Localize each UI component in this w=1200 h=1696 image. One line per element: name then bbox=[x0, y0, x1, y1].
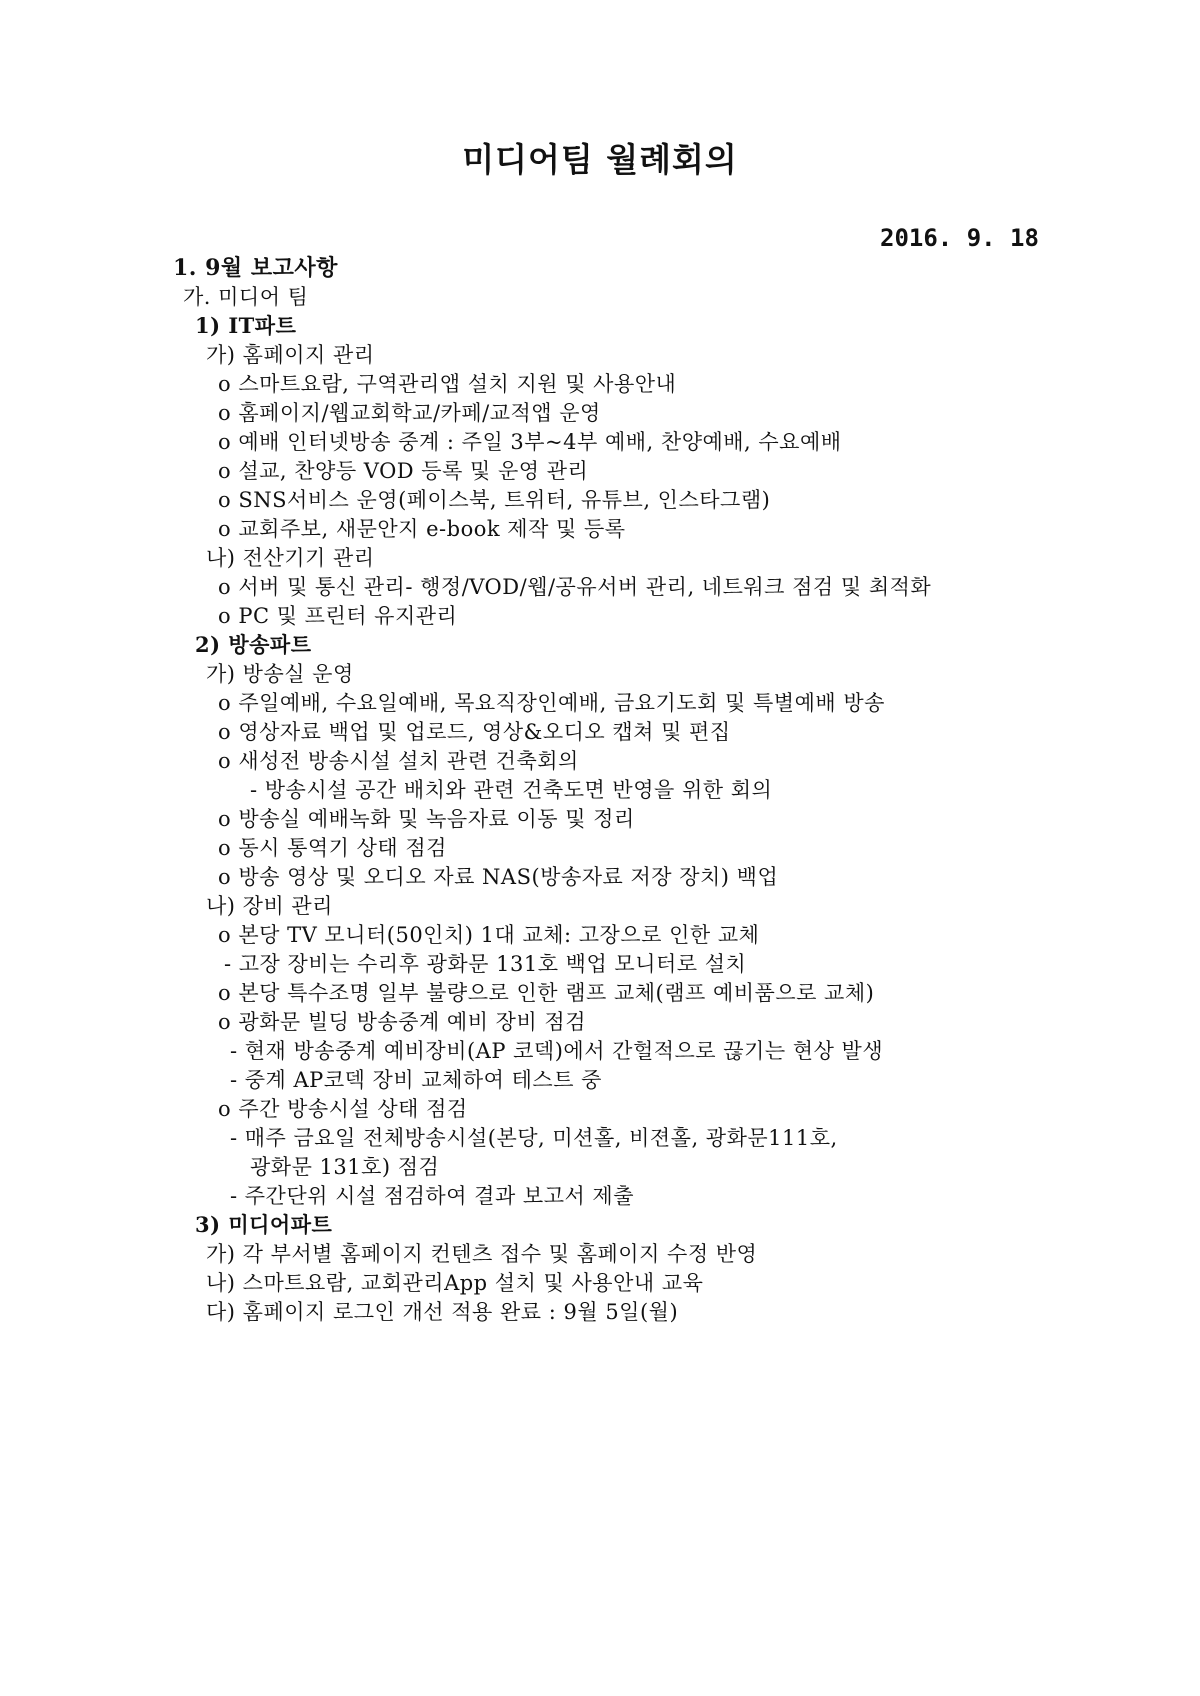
document-date: 2016. 9. 18 bbox=[880, 224, 1039, 252]
list-item: o 주간 방송시설 상태 점검 bbox=[218, 1097, 468, 1121]
list-item: o 광화문 빌딩 방송중계 예비 장비 점검 bbox=[218, 1010, 586, 1034]
part-heading-it: 1) IT파트 bbox=[195, 313, 297, 338]
list-subitem: - 현재 방송중계 예비장비(AP 코덱)에서 간헐적으로 끊기는 현상 발생 bbox=[230, 1039, 884, 1063]
subheading: 나) 전산기기 관리 bbox=[206, 546, 375, 570]
list-item: o 서버 및 통신 관리- 행정/VOD/웹/공유서버 관리, 네트워크 점검 및 최적화 bbox=[218, 575, 932, 599]
list-subitem: - 방송시설 공간 배치와 관련 건축도면 반영을 위한 회의 bbox=[250, 778, 773, 802]
list-item: o 홈페이지/웹교회학교/카페/교적앱 운영 bbox=[218, 401, 601, 425]
list-item: o 본당 TV 모니터(50인치) 1대 교체: 고장으로 인한 교체 bbox=[218, 923, 760, 947]
list-item: o 영상자료 백업 및 업로드, 영상&오디오 캡쳐 및 편집 bbox=[218, 720, 731, 744]
list-item: o 예배 인터넷방송 중계 : 주일 3부~4부 예배, 찬양예배, 수요예배 bbox=[218, 430, 842, 454]
list-subitem: - 매주 금요일 전체방송시설(본당, 미션홀, 비젼홀, 광화문111호, bbox=[230, 1126, 838, 1150]
list-subitem-continuation: 광화문 131호) 점검 bbox=[250, 1155, 440, 1179]
part-heading-media: 3) 미디어파트 bbox=[195, 1212, 333, 1237]
part-heading-broadcast: 2) 방송파트 bbox=[195, 632, 312, 657]
list-subitem: - 주간단위 시설 점검하여 결과 보고서 제출 bbox=[230, 1184, 635, 1208]
list-item: o 동시 통역기 상태 점검 bbox=[218, 836, 447, 860]
list-item: o PC 및 프린터 유지관리 bbox=[218, 604, 458, 628]
subheading: 나) 스마트요람, 교회관리App 설치 및 사용안내 교육 bbox=[206, 1271, 704, 1295]
list-subitem: - 중계 AP코덱 장비 교체하여 테스트 중 bbox=[230, 1068, 602, 1092]
list-item: o SNS서비스 운영(페이스북, 트위터, 유튜브, 인스타그램) bbox=[218, 488, 771, 512]
section-heading-report: 1. 9월 보고사항 bbox=[173, 255, 338, 281]
list-item: o 방송실 예배녹화 및 녹음자료 이동 및 정리 bbox=[218, 807, 635, 831]
list-subitem: - 고장 장비는 수리후 광화문 131호 백업 모니터로 설치 bbox=[224, 952, 747, 976]
list-item: o 설교, 찬양등 VOD 등록 및 운영 관리 bbox=[218, 459, 589, 483]
list-item: o 방송 영상 및 오디오 자료 NAS(방송자료 저장 장치) 백업 bbox=[218, 865, 779, 889]
team-heading: 가. 미디어 팀 bbox=[183, 285, 309, 309]
list-item: o 스마트요람, 구역관리앱 설치 지원 및 사용안내 bbox=[218, 372, 677, 396]
list-item: o 교회주보, 새문안지 e-book 제작 및 등록 bbox=[218, 517, 626, 541]
list-item: o 본당 특수조명 일부 불량으로 인한 램프 교체(램프 예비품으로 교체) bbox=[218, 981, 875, 1005]
list-item: o 새성전 방송시설 설치 관련 건축회의 bbox=[218, 749, 579, 773]
subheading: 나) 장비 관리 bbox=[206, 894, 333, 918]
list-item: o 주일예배, 수요일예배, 목요직장인예배, 금요기도회 및 특별예배 방송 bbox=[218, 691, 885, 715]
subheading: 가) 홈페이지 관리 bbox=[206, 343, 375, 367]
page-title: 미디어팀 월례회의 bbox=[462, 140, 738, 179]
subheading: 가) 방송실 운영 bbox=[206, 662, 354, 686]
subheading: 다) 홈페이지 로그인 개선 적용 완료 : 9월 5일(월) bbox=[206, 1300, 679, 1324]
subheading: 가) 각 부서별 홈페이지 컨텐츠 접수 및 홈페이지 수정 반영 bbox=[206, 1242, 758, 1266]
